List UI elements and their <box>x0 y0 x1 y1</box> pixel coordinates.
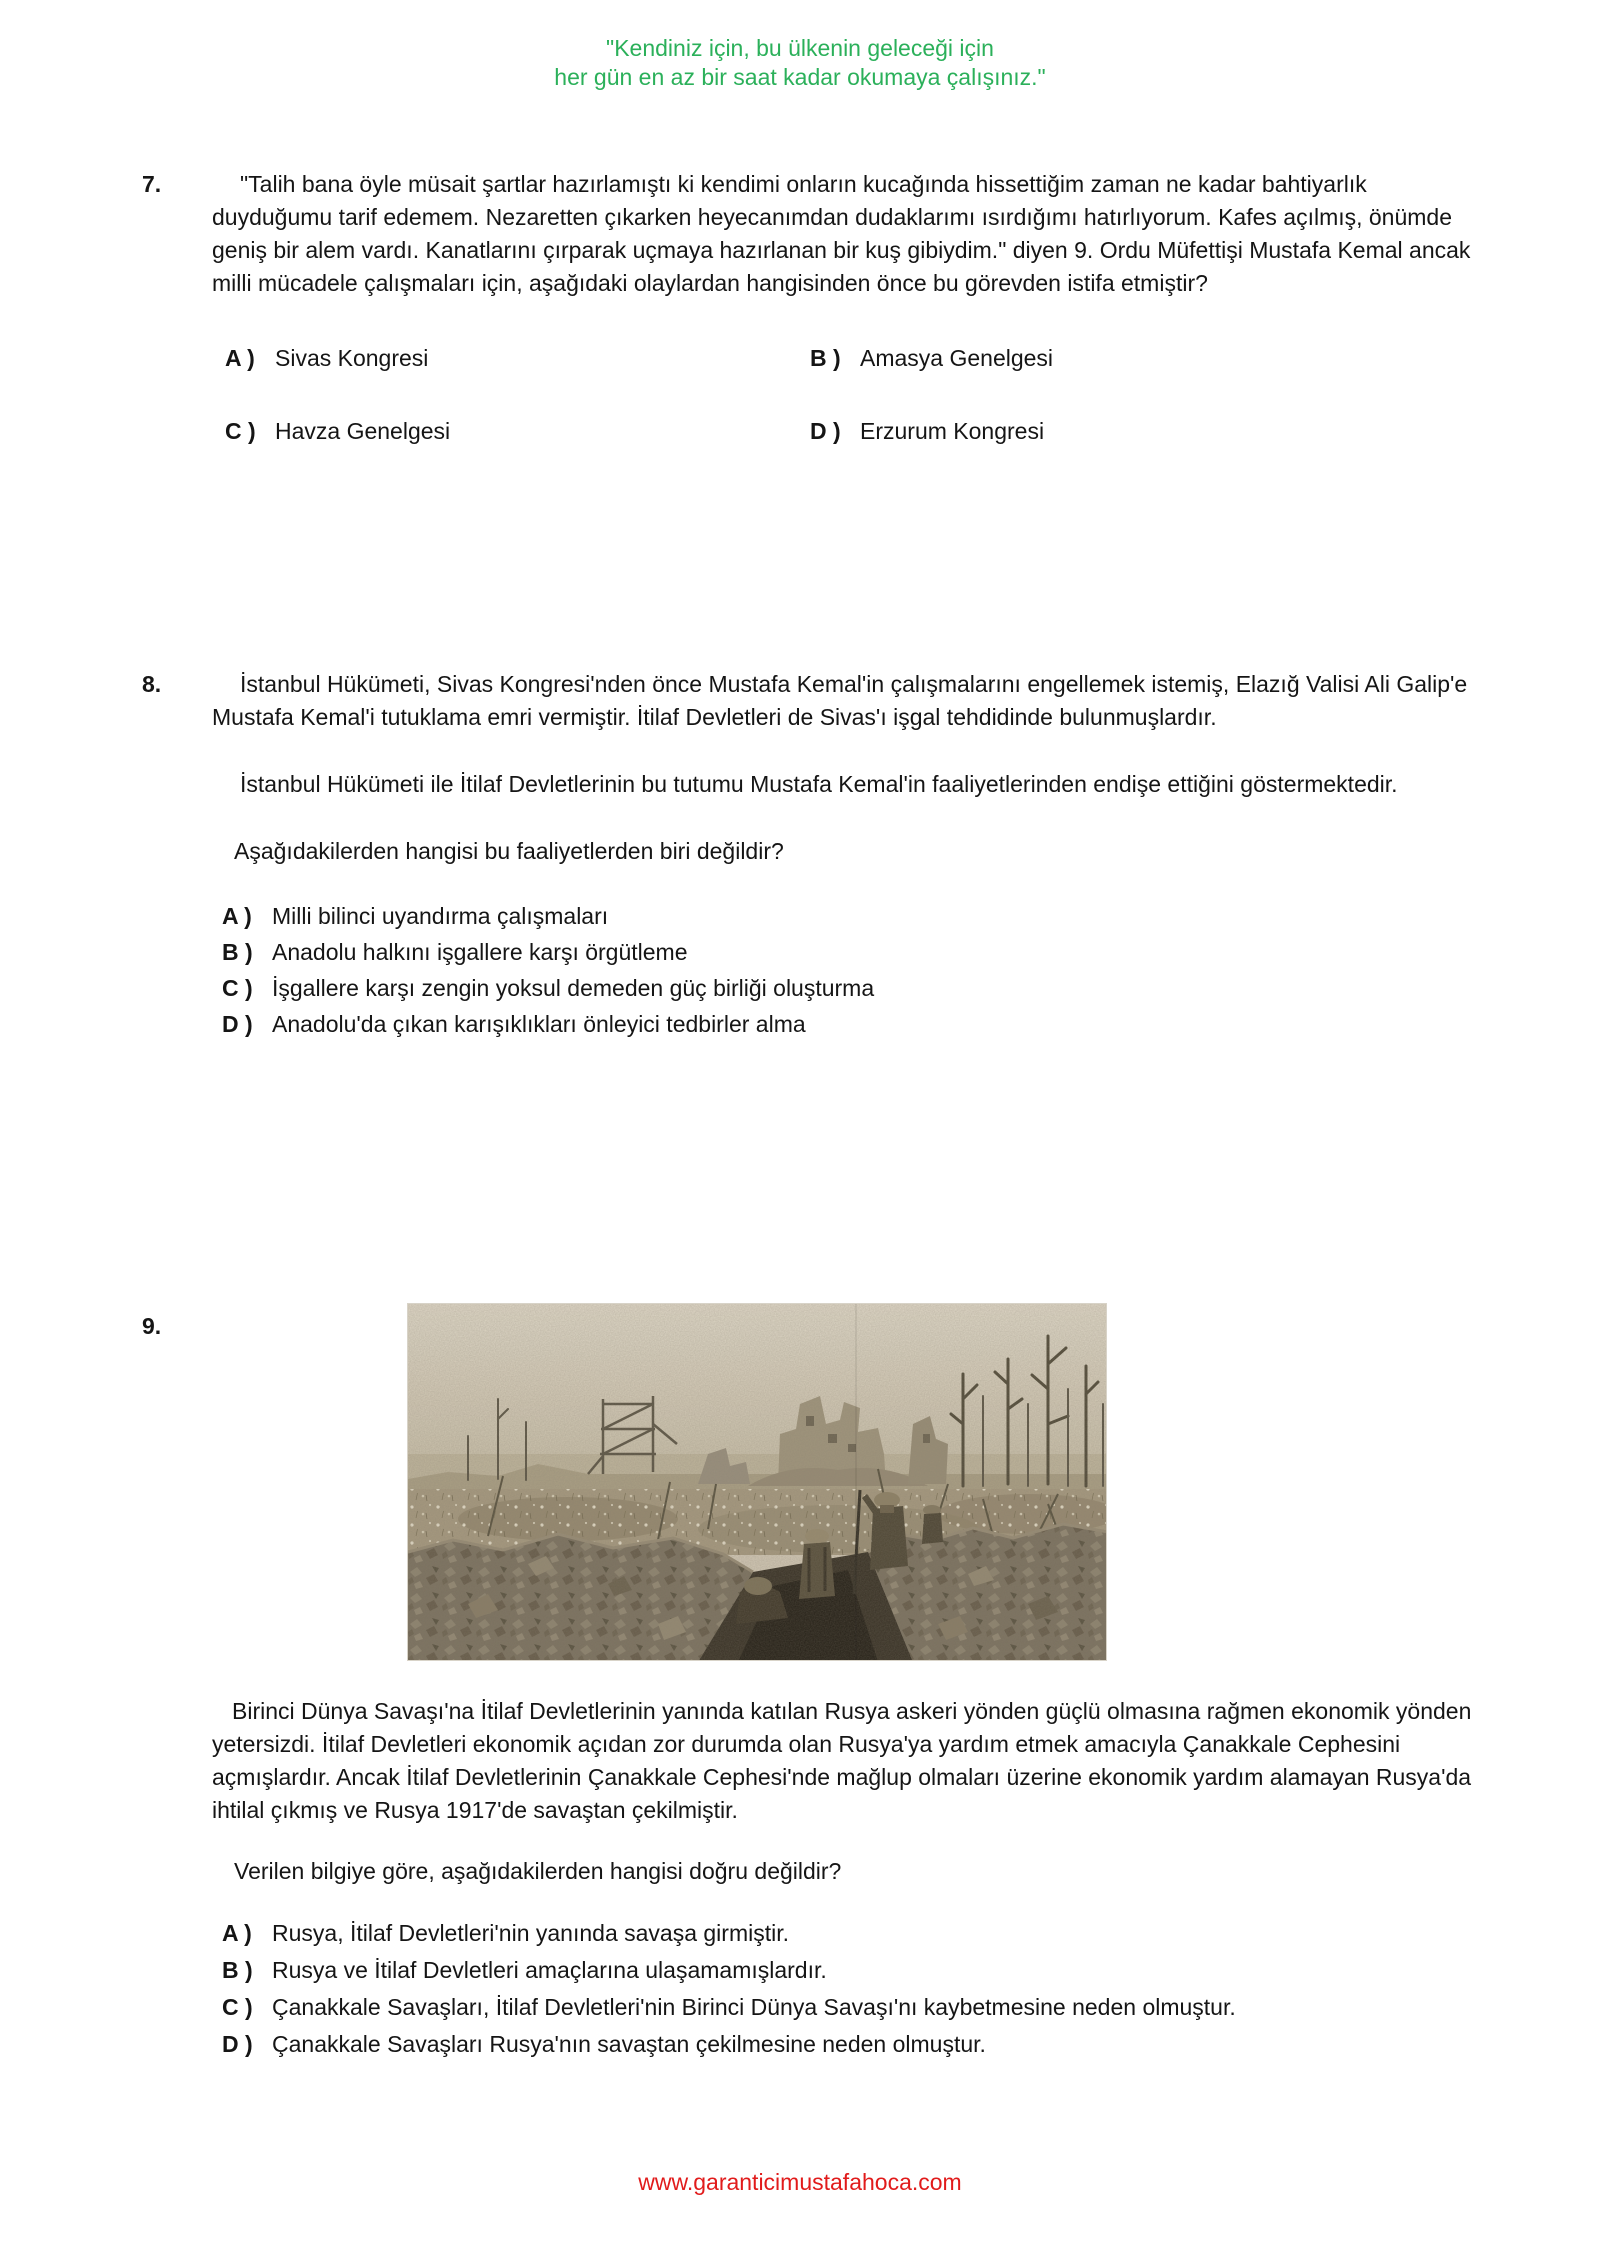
option-c-label: C ) <box>225 418 256 444</box>
option-b <box>810 342 1492 375</box>
option-b-text: Amasya Genelgesi <box>860 345 1054 371</box>
question-9-number: 9. <box>142 1313 162 1339</box>
option-d-text: Çanakkale Savaşları Rusya'nın savaştan çekilmesine neden olmuştur. <box>272 2031 986 2057</box>
option-c-text: Havza Genelgesi <box>275 418 451 444</box>
option-d <box>222 1006 1492 1042</box>
question-8 <box>0 668 1600 1042</box>
option-d-label: D ) <box>222 2031 253 2057</box>
option-b <box>222 934 1492 970</box>
option-a-text: Rusya, İtilaf Devletleri'nin yanında savaşa girmiştir. <box>272 1920 789 1946</box>
option-a <box>225 342 810 375</box>
question-9-options <box>222 1915 1492 2063</box>
question-8-paragraph-2: İstanbul Hükümeti ile İtilaf Devletlerinin bu tutumu Mustafa Kemal'in faaliyetlerinden endişe ettiğini göstermektedir. <box>240 771 1398 797</box>
option-d-label: D ) <box>810 418 841 444</box>
option-d <box>810 415 1492 448</box>
option-b-text: Anadolu halkını işgallere karşı örgütleme <box>272 939 688 965</box>
option-d-text: Anadolu'da çıkan karışıklıkları önleyici tedbirler alma <box>272 1011 806 1037</box>
option-c-label: C ) <box>222 1994 253 2020</box>
motto-line-2: her gün en az bir saat kadar okumaya çalışınız." <box>554 64 1046 90</box>
option-c <box>225 415 810 448</box>
footer-website-link[interactable]: www.garanticimustafahoca.com <box>638 2169 962 2195</box>
option-c-text: Çanakkale Savaşları, İtilaf Devletleri'nin Birinci Dünya Savaşı'nı kaybetmesine neden olmuştur. <box>272 1994 1236 2020</box>
option-c <box>222 970 1492 1006</box>
option-a-label: A ) <box>225 345 255 371</box>
option-d-label: D ) <box>222 1011 253 1037</box>
trench-warfare-photo <box>407 1303 1107 1661</box>
question-7 <box>0 168 1600 448</box>
option-b-text: Rusya ve İtilaf Devletleri amaçlarına ulaşamamışlardır. <box>272 1957 827 1983</box>
question-8-paragraph-1: İstanbul Hükümeti, Sivas Kongresi'nden önce Mustafa Kemal'in çalışmalarını engellemek istemiş, Elazığ Valisi Ali Galip'e Mustafa Kemal'i tutuklama emri vermiştir. İtilaf Devletleri de Sivas'ı işgal tehdidinde bulunmuşlardır. <box>212 671 1468 730</box>
page-motto <box>0 34 1600 92</box>
option-a-text: Milli bilinci uyandırma çalışmaları <box>272 903 609 929</box>
option-a <box>222 898 1492 934</box>
question-7-number: 7. <box>142 171 162 197</box>
option-a-label: A ) <box>222 903 252 929</box>
question-8-number: 8. <box>142 671 162 697</box>
motto-line-1: "Kendiniz için, bu ülkenin geleceği için <box>606 35 994 61</box>
footer <box>0 2166 1600 2199</box>
option-b-label: B ) <box>222 939 253 965</box>
option-d-text: Erzurum Kongresi <box>860 418 1045 444</box>
option-b <box>222 1952 1492 1989</box>
option-b-label: B ) <box>222 1957 253 1983</box>
trench-warfare-photo-art <box>408 1304 1107 1661</box>
question-8-options <box>222 898 1492 1042</box>
question-7-text: "Talih bana öyle müsait şartlar hazırlamıştı ki kendimi onların kucağında hissettiğim zaman ne kadar bahtiyarlık duyduğumu tarif edemem. Nezaretten çıkarken heyecanımdan dudaklarımı ısırdığımı hatırlıyorum. Kafes açılmış, önümde geniş bir alem vardı. Kanatlarını çırparak uçmaya hazırlanan bir kuş gibiydim." diyen 9. Ordu Müfettişi Mustafa Kemal ancak milli mücadele çalışmaları için, aşağıdaki olaylardan hangisinden önce bu görevden istifa etmiştir? <box>212 171 1471 296</box>
option-a-text: Sivas Kongresi <box>275 345 429 371</box>
option-c-text: İşgallere karşı zengin yoksul demeden güç birliği oluşturma <box>272 975 875 1001</box>
option-b-label: B ) <box>810 345 841 371</box>
option-d <box>222 2026 1492 2063</box>
question-9 <box>0 1296 1600 2063</box>
option-a <box>222 1915 1492 1952</box>
option-c-label: C ) <box>222 975 253 1001</box>
question-8-stem: Aşağıdakilerden hangisi bu faaliyetlerden biri değildir? <box>234 838 784 864</box>
option-a-label: A ) <box>222 1920 252 1946</box>
question-9-paragraph: Birinci Dünya Savaşı'na İtilaf Devletlerinin yanında katılan Rusya askeri yönden güçlü olmasına rağmen ekonomik yönden yetersizdi. İtilaf Devletleri ekonomik açıdan zor durumda olan Rusya'ya yardım etmek amacıyla Çanakkale Cephesini açmışlardır. Ancak İtilaf Devletlerinin Çanakkale Cephesi'nde mağlup olmaları üzerine ekonomik yardım alamayan Rusya'da ihtilal çıkmış ve Rusya 1917'de savaştan çekilmiştir. <box>212 1698 1472 1823</box>
question-9-stem: Verilen bilgiye göre, aşağıdakilerden hangisi doğru değildir? <box>234 1858 842 1884</box>
option-c <box>222 1989 1492 2026</box>
question-7-options <box>225 342 1492 448</box>
